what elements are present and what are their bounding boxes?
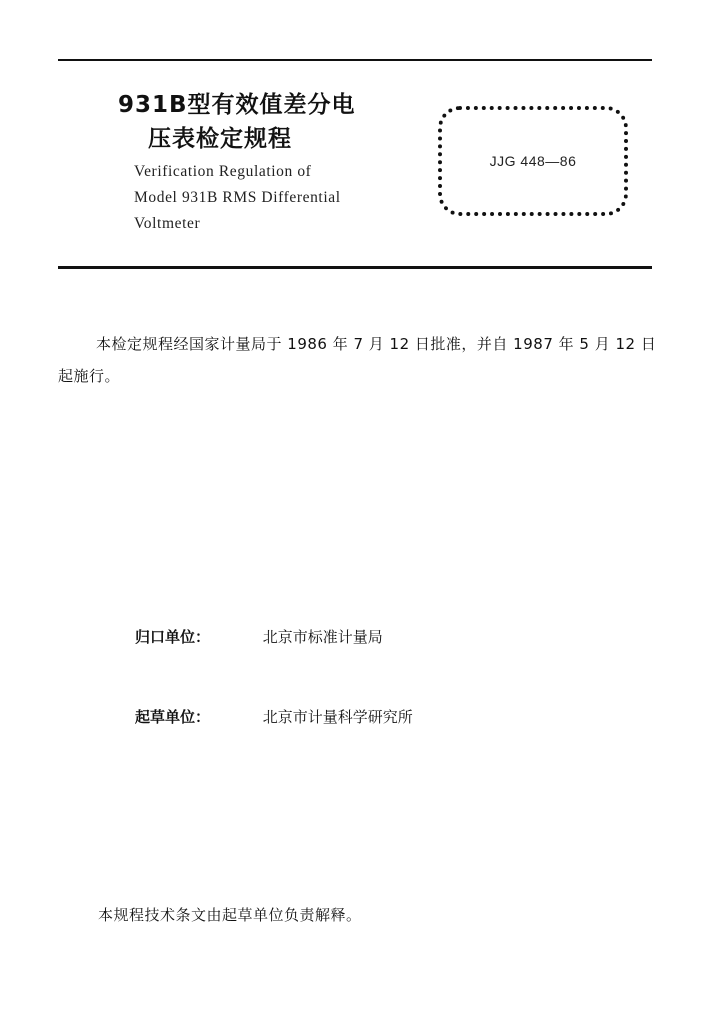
responsible-unit-row bbox=[135, 626, 383, 647]
responsible-unit-label: 归口单位： bbox=[135, 628, 211, 646]
title-zh-line-1: 931B型有效值差分电 bbox=[118, 92, 356, 118]
drafting-unit-row bbox=[135, 706, 413, 727]
standard-code: JJG 448—86 bbox=[489, 153, 577, 169]
title-en-line-2: Model 931B RMS Differential bbox=[134, 189, 341, 206]
title-english bbox=[134, 159, 341, 237]
standard-code-box bbox=[438, 106, 628, 216]
title-chinese bbox=[118, 88, 356, 156]
drafting-unit-label: 起草单位： bbox=[135, 708, 211, 726]
responsible-unit-value: 北京市标准计量局 bbox=[262, 628, 383, 646]
title-en-line-1: Verification Regulation of bbox=[134, 163, 312, 180]
interpretation-note: 本规程技术条文由起草单位负责解释。 bbox=[98, 906, 362, 924]
top-rule bbox=[58, 59, 652, 61]
bottom-rule bbox=[58, 266, 652, 269]
drafting-unit-value: 北京市计量科学研究所 bbox=[262, 708, 413, 726]
title-en-line-3: Voltmeter bbox=[134, 215, 201, 232]
approval-paragraph: 本检定规程经国家计量局于 1986 年 7 月 12 日批准，并自 1987 年 5 月 12 日起施行。 bbox=[58, 335, 657, 385]
title-zh-line-2: 压表检定规程 bbox=[148, 126, 292, 152]
